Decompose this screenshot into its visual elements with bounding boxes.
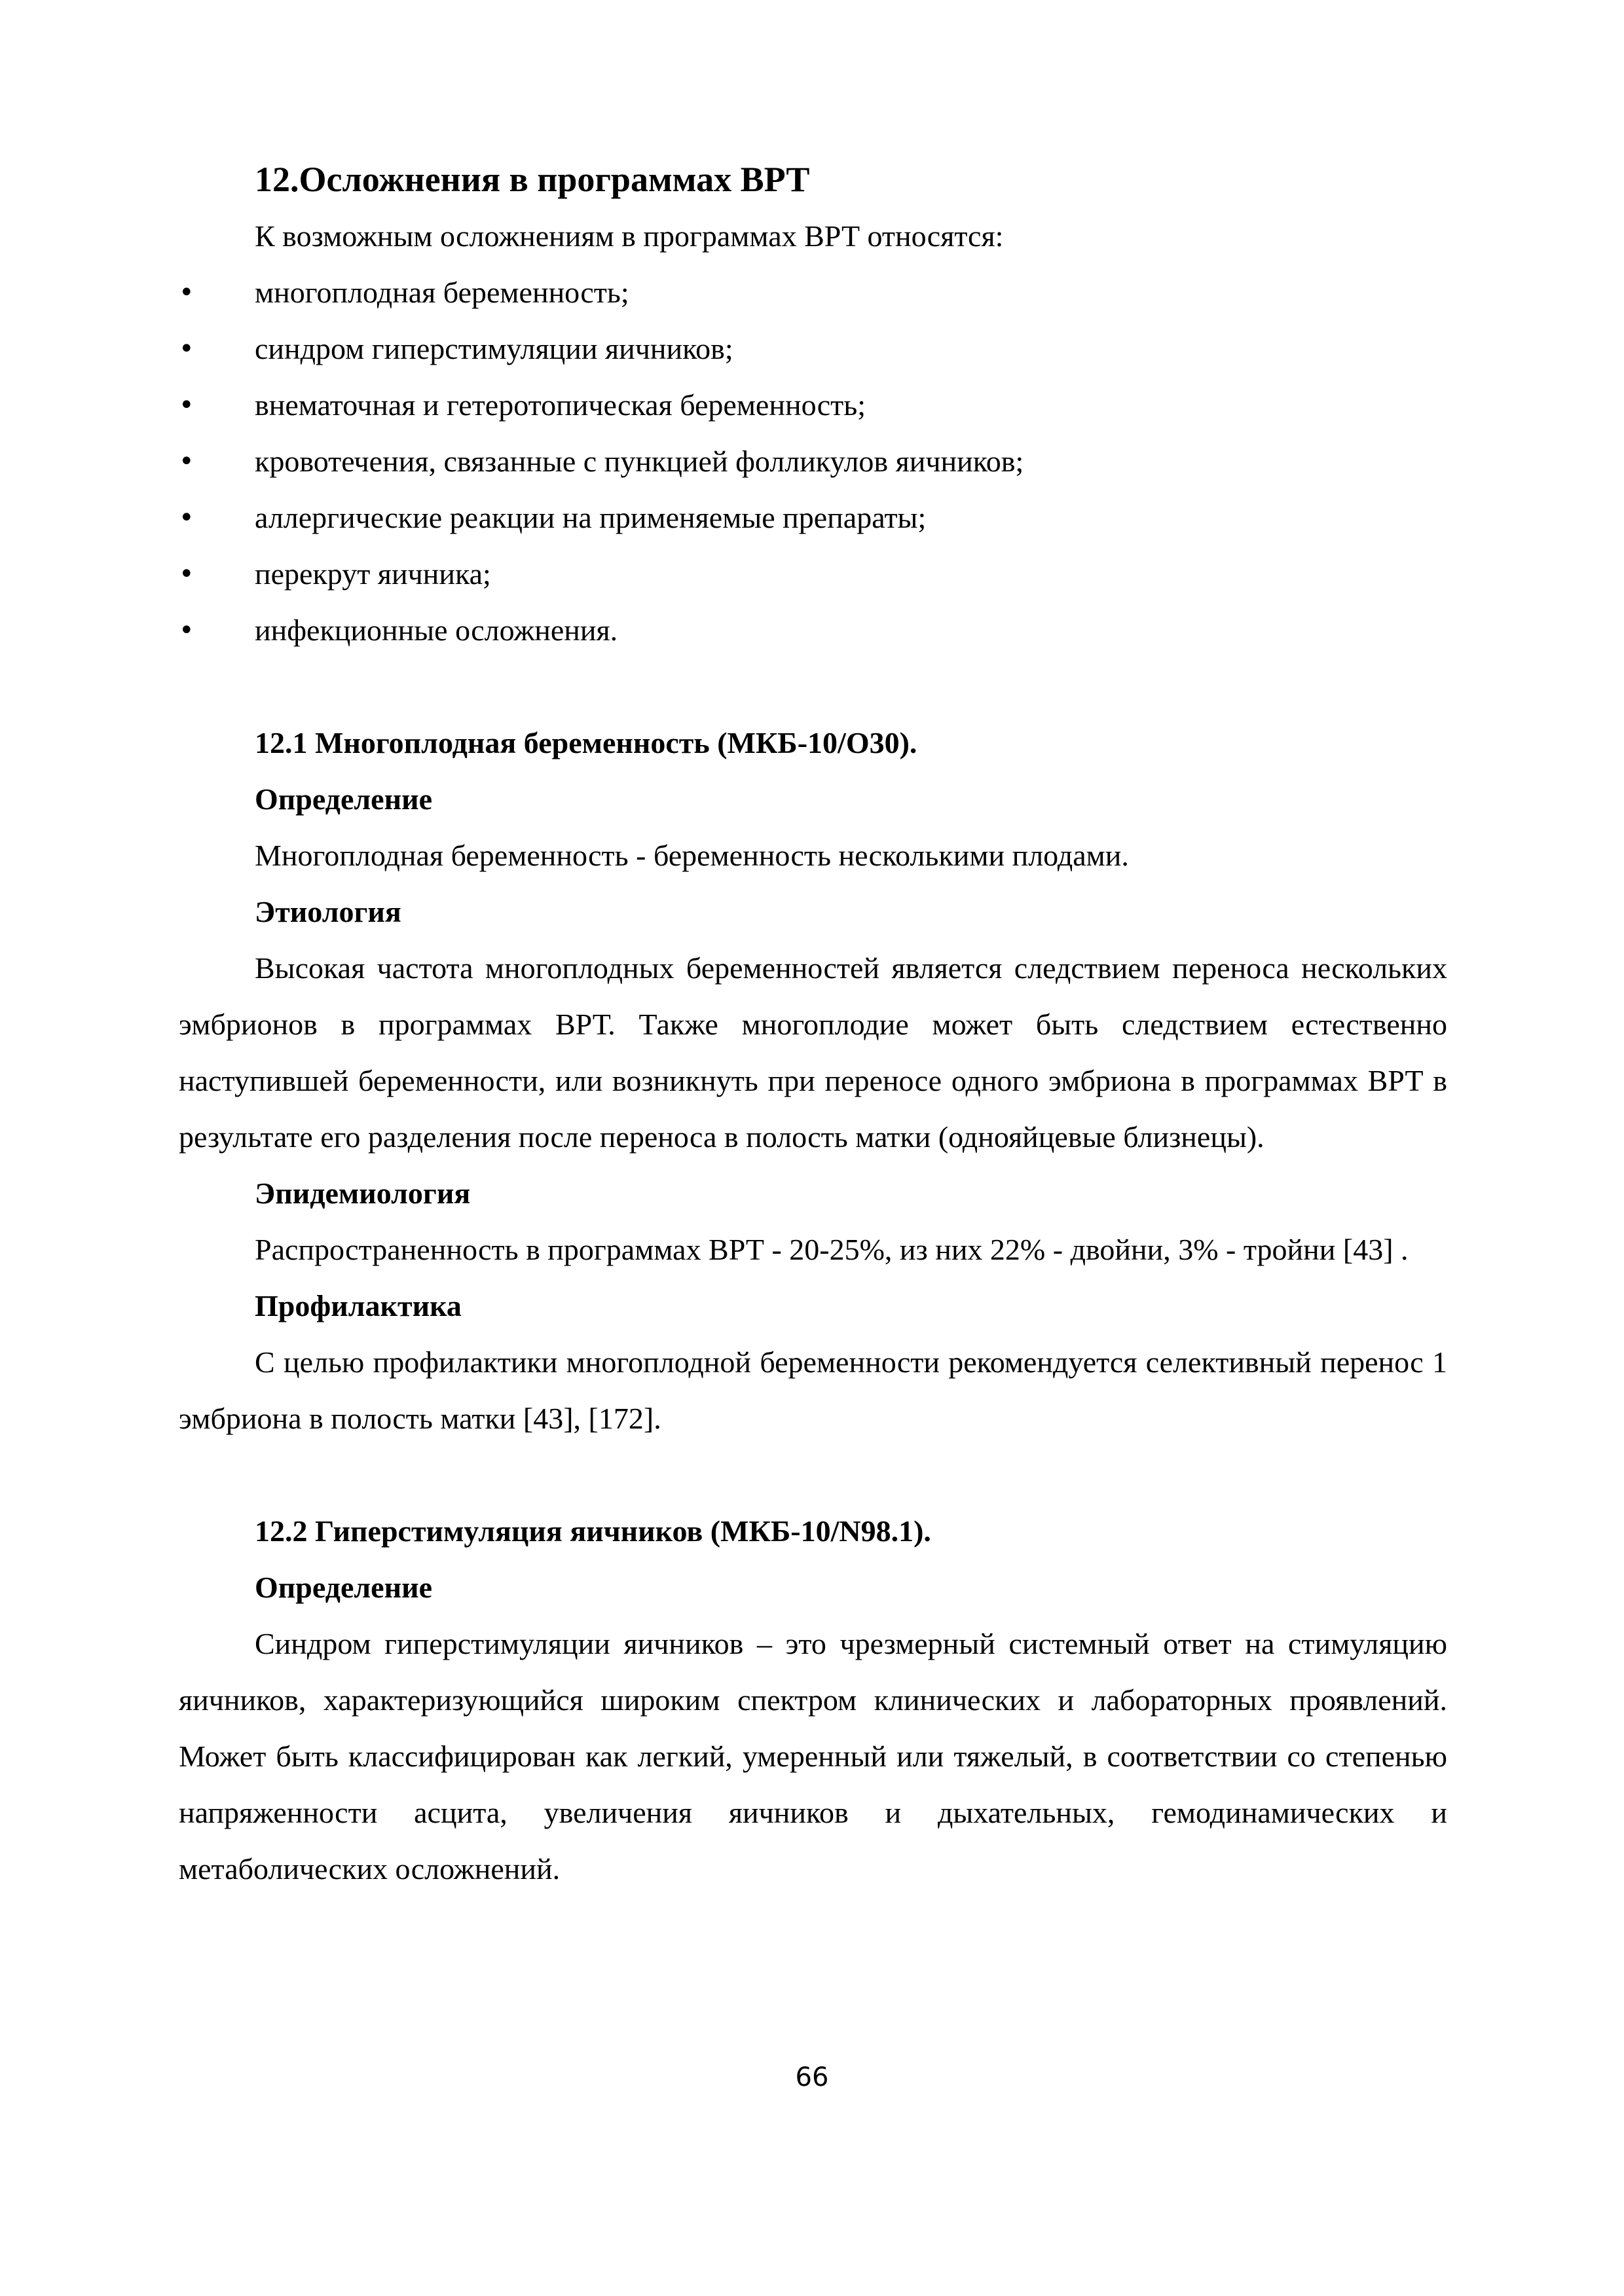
section-spacer [179, 1447, 1447, 1503]
bullet-icon: • [179, 615, 194, 646]
bullet-icon: • [179, 278, 194, 308]
definition-heading: Определение [255, 782, 433, 816]
section-12-1-heading: 12.1 Многоплодная беременность (МКБ-10/O30). [255, 726, 917, 759]
page-number: 66 [795, 2062, 829, 2092]
list-item [179, 433, 1447, 490]
prevention-heading: Профилактика [255, 1289, 462, 1322]
complications-list [179, 264, 1447, 659]
list-item [179, 602, 1447, 659]
etiology-text: Высокая частота многоплодных беременностей является следствием переноса нескольких эмбрионов в программах ВРТ. Также многоплодие может быть следствием естественно наступившей беременности, или возникнуть при переносе одного эмбриона в программах ВРТ в результате его разделения после переноса в полость матки (однояйцевые близнецы). [179, 951, 1447, 1154]
prevention-text: С целью профилактики многоплодной беременности рекомендуется селективный перенос 1 эмбриона в полость матки [43], [172]. [179, 1345, 1447, 1435]
epidemiology-text: Распространенность в программах ВРТ - 20-25%, из них 22% - двойни, 3% - тройни [43] . [255, 1233, 1409, 1266]
bullet-icon: • [179, 559, 194, 589]
list-item [179, 546, 1447, 602]
bullet-icon: • [179, 503, 194, 533]
definition-text: Многоплодная беременность - беременность несколькими плодами. [255, 839, 1129, 872]
list-item [179, 321, 1447, 377]
list-item [179, 377, 1447, 433]
chapter-title: 12.Осложнения в программах ВРТ [255, 160, 810, 199]
page-content [179, 151, 1447, 1897]
list-item-text: кровотечения, связанные с пункцией фолликулов яичников; [255, 445, 1024, 478]
chapter-intro: К возможным осложнениям в программах ВРТ относятся: [255, 219, 1004, 253]
bullet-icon: • [179, 334, 194, 364]
list-item [179, 264, 1447, 321]
list-item-text: аллергические реакции на применяемые препараты; [255, 501, 927, 534]
definition-heading: Определение [255, 1571, 433, 1604]
bullet-icon: • [179, 390, 194, 420]
list-item [179, 490, 1447, 546]
definition-text: Синдром гиперстимуляции яичников – это чрезмерный системный ответ на стимуляцию яичников, характеризующийся широким спектром клинических и лабораторных проявлений. Может быть классифицирован как легкий, умеренный или тяжелый, в соответствии со степенью напряженности асцита, увеличения яичников и дыхательных, гемодинамических и метаболических осложнений. [179, 1627, 1447, 1886]
section-12-2-heading: 12.2 Гиперстимуляция яичников (МКБ-10/N98.1). [255, 1514, 931, 1548]
list-item-text: перекрут яичника; [255, 557, 491, 591]
list-item-text: инфекционные осложнения. [255, 613, 618, 647]
etiology-heading: Этиология [255, 895, 401, 928]
epidemiology-heading: Эпидемиология [255, 1176, 471, 1210]
bullet-icon: • [179, 446, 194, 477]
section-spacer [179, 659, 1447, 715]
list-item-text: внематочная и гетеротопическая беременность; [255, 388, 866, 422]
list-item-text: синдром гиперстимуляции яичников; [255, 332, 733, 365]
list-item-text: многоплодная беременность; [255, 276, 629, 309]
